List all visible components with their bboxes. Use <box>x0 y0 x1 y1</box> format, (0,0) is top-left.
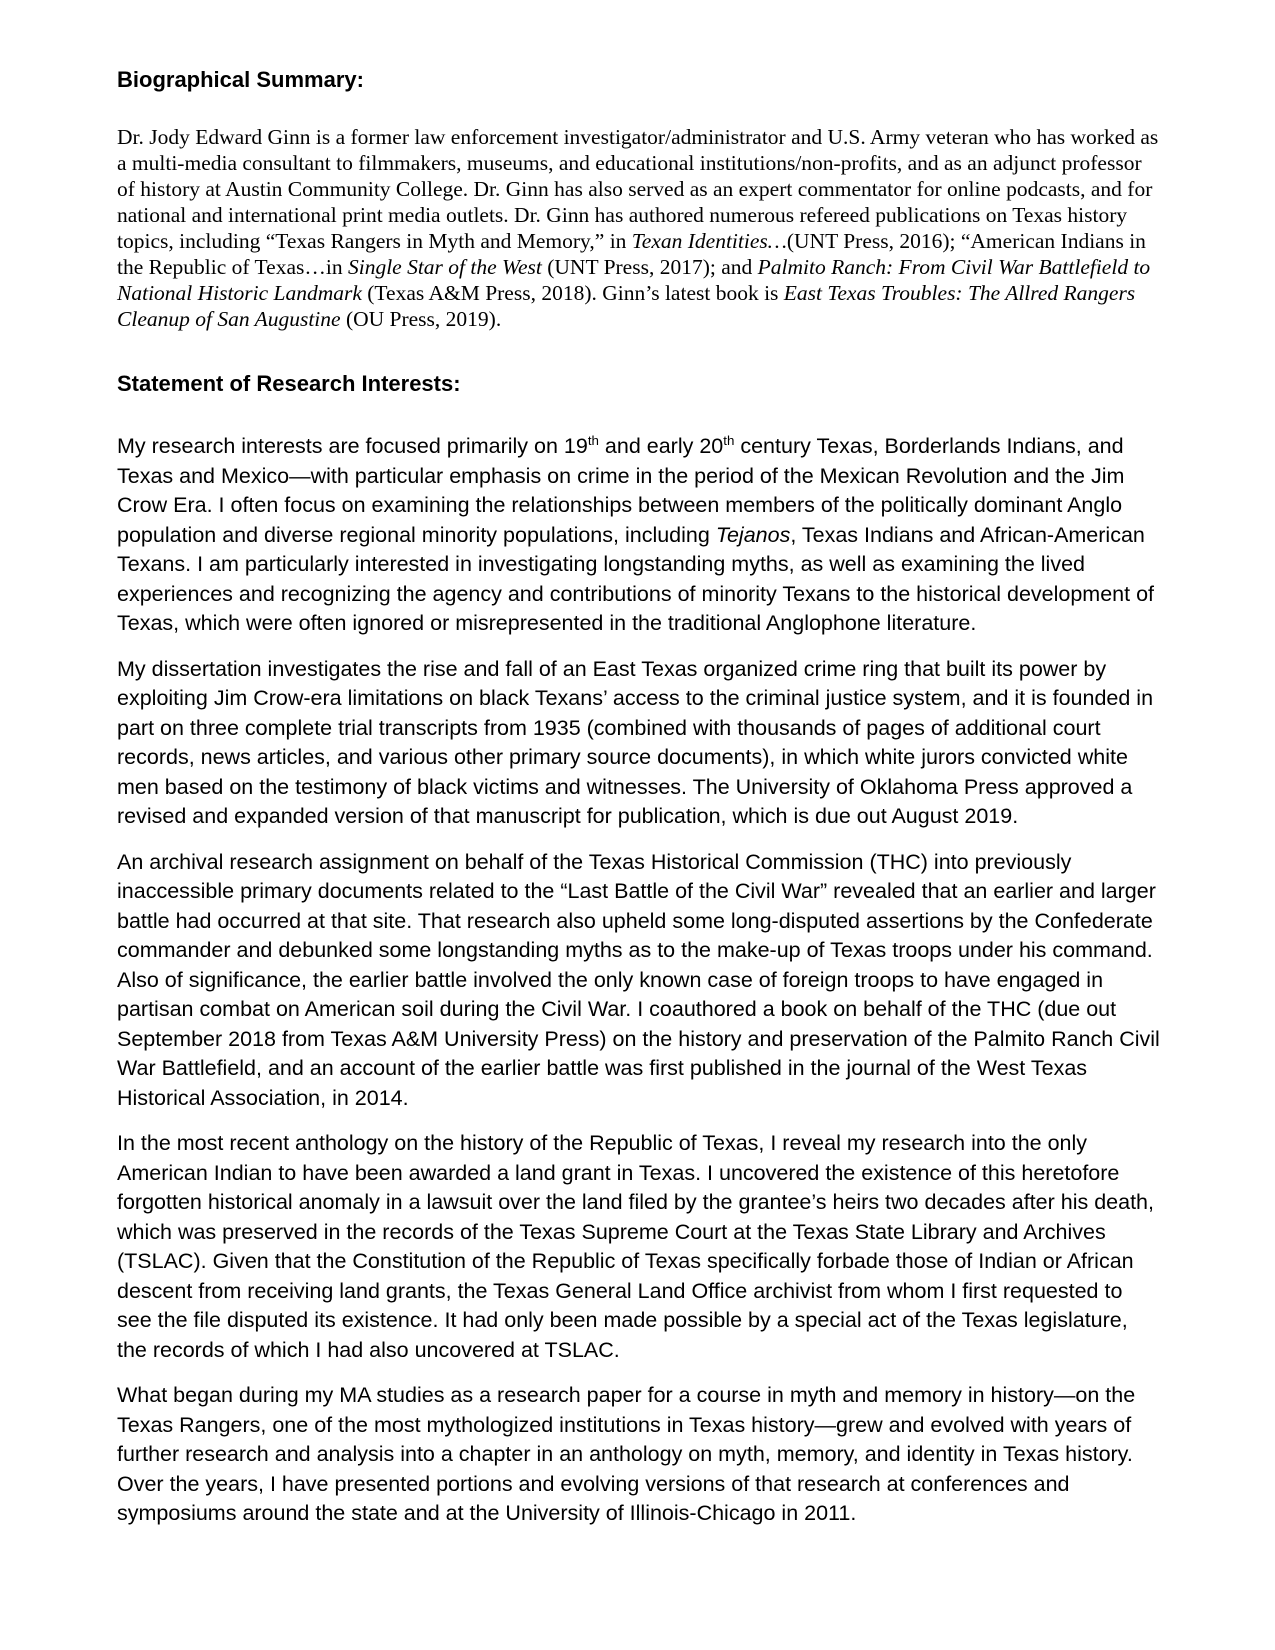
italic-run: Palmito Ranch: From Civil War Battlefield to National Historic Landmark <box>117 255 1151 305</box>
italic-run: East Texas Troubles: The Allred Rangers Cleanup of San Augustine <box>117 281 1136 331</box>
text-run: , Texas Indians and African-American Texans. I am particularly interested in investigating longstanding myths, as well as examining the lived experiences and recognizing the agency and contributions of minority Texans to the historical development of Texas, which were often ignored or misrepresented in the traditional Anglophone literature. <box>117 522 1154 635</box>
biographical-summary-body <box>117 124 1162 332</box>
superscript-run: th <box>587 432 599 448</box>
paragraph <box>117 124 1162 332</box>
superscript-run: th <box>723 432 735 448</box>
text-run: In the most recent anthology on the history of the Republic of Texas, I reveal my research into the only American Indian to have been awarded a land grant in Texas. I uncovered the existence of this heretofore forgotten historical anomaly in a lawsuit over the land filed by the grantee’s heirs two decades after his death, which was preserved in the records of the Texas Supreme Court at the Texas State Library and Archives (TSLAC). Given that the Constitution of the Republic of Texas specifically forbade those of Indian or African descent from receiving land grants, the Texas General Land Office archivist from whom I first requested to see the file disputed its existence. It had only been made possible by a special act of the Texas legislature, the records of which I had also uncovered at TSLAC. <box>117 1131 1154 1362</box>
text-run: (OU Press, 2019). <box>340 307 502 331</box>
text-run: century Texas, Borderlands Indians, and Texas and Mexico—with particular emphasis on crime in the period of the Mexican Revolution and the Jim Crow Era. I often focus on examining the relationships between members of the politically dominant Anglo population and diverse regional minority populations, including <box>117 434 1125 547</box>
paragraph <box>117 1381 1162 1529</box>
text-run: What began during my MA studies as a research paper for a course in myth and memory in history—on the Texas Rangers, one of the most mythologized institutions in Texas history—grew and evolved with years of further research and analysis into a chapter in an anthology on myth, memory, and identity in Texas history. Over the years, I have presented portions and evolving versions of that research at conferences and symposiums around the state and at the University of Illinois-Chicago in 2011. <box>117 1383 1136 1525</box>
section-biographical-summary <box>117 67 1162 332</box>
biographical-summary-heading: Biographical Summary: <box>117 67 364 92</box>
text-run: My research interests are focused primarily on 19 <box>117 434 588 458</box>
italic-run: Texan Identities… <box>631 229 787 253</box>
paragraph <box>117 848 1162 1114</box>
text-run: My dissertation investigates the rise and fall of an East Texas organized crime ring that built its power by exploiting Jim Crow-era limitations on black Texans’ access to the criminal justice system, and it is founded in part on three complete trial transcripts from 1935 (combined with thousands of pages of additional court records, news articles, and various other primary source documents), in which white jurors convicted white men based on the testimony of black victims and witnesses. The University of Oklahoma Press approved a revised and expanded version of that manuscript for publication, which is due out August 2019. <box>117 656 1154 828</box>
text-run: An archival research assignment on behalf of the Texas Historical Commission (THC) into previously inaccessible primary documents related to the “Last Battle of the Civil War” revealed that an earlier and larger battle had occurred at that site. That research also upheld some long-disputed assertions by the Confederate commander and debunked some longstanding myths as to the make-up of Texas troops under his command. Also of significance, the earlier battle involved the only known case of foreign troops to have engaged in partisan combat on American soil during the Civil War. I coauthored a book on behalf of the THC (due out September 2018 from Texas A&M University Press) on the history and preservation of the Palmito Ranch Civil War Battlefield, and an account of the earlier battle was first published in the journal of the West Texas Historical Association, in 2014. <box>117 849 1160 1110</box>
text-run: and early 20 <box>598 434 724 458</box>
section-research-interests <box>117 371 1162 1529</box>
italic-run: Tejanos <box>715 522 791 547</box>
text-run: Dr. Jody Edward Ginn is a former law enforcement investigator/administrator and U.S. Army veteran who has worked as a multi-media consultant to filmmakers, museums, and educational institutions/non-profits, and as an adjunct professor of history at Austin Community College. Dr. Ginn has also served as an expert commentator for online podcasts, and for national and international print media outlets. Dr. Ginn has authored numerous refereed publications on Texas history topics, including “Texas Rangers in Myth and Memory,” in <box>117 125 1159 253</box>
text-run: (Texas A&M Press, 2018). Ginn’s latest book is <box>361 281 784 305</box>
text-run: (UNT Press, 2016); “American Indians in the Republic of Texas…in <box>117 229 1146 279</box>
paragraph <box>117 655 1162 832</box>
research-interests-heading: Statement of Research Interests: <box>117 371 461 396</box>
text-run: (UNT Press, 2017); and <box>541 255 758 279</box>
paragraph <box>117 1129 1162 1365</box>
research-interests-body <box>117 432 1162 1529</box>
italic-run: Single Star of the West <box>347 255 542 279</box>
paragraph <box>117 432 1162 639</box>
